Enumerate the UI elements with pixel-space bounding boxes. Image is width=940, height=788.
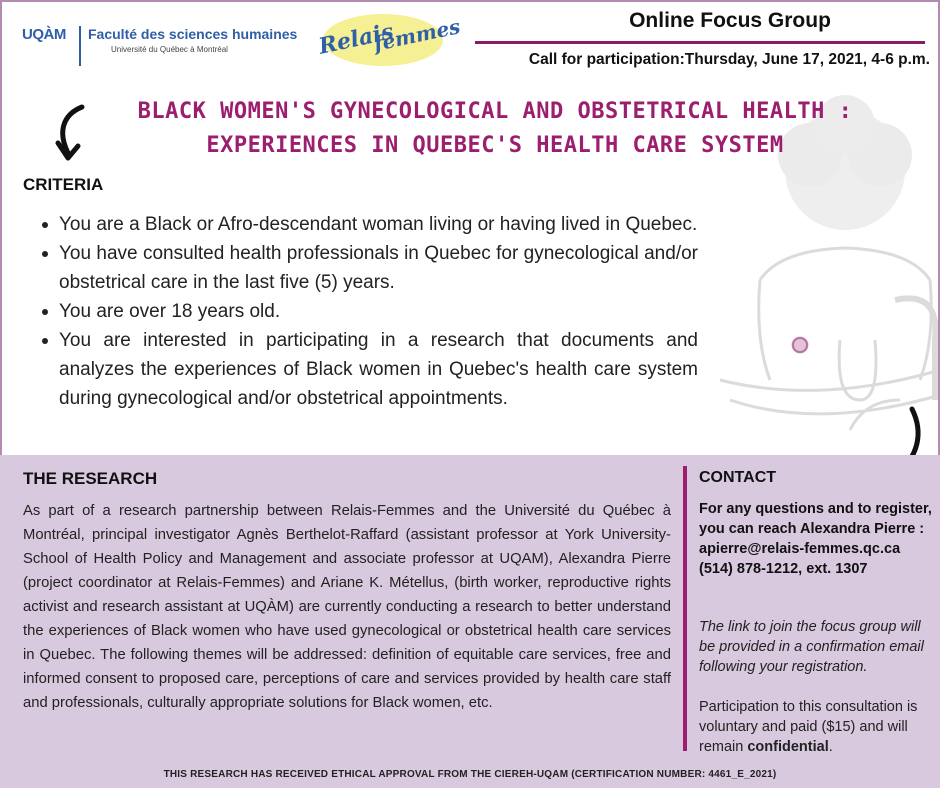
online-focus-group-title: Online Focus Group [629, 9, 831, 32]
criteria-item: You are over 18 years old. [38, 297, 698, 326]
contact-heading: CONTACT [699, 469, 777, 486]
criteria-heading: CRITERIA [23, 175, 104, 194]
contact-intro: For any questions and to register, you can reach Alexandra Pierre : [699, 501, 932, 537]
curved-arrow-icon [52, 103, 92, 163]
focus-group-link-note: The link to join the focus group will be provided in a confirmation email following your registration. [699, 619, 924, 675]
criteria-list [38, 210, 698, 413]
main-title [100, 95, 890, 163]
contact-phone[interactable]: (514) 878-1212, ext. 1307 [699, 561, 868, 577]
participation-text: Participation to this consultation is voluntary and paid ($15) and will remain [699, 699, 918, 755]
main-title-line-1: BLACK WOMEN'S GYNECOLOGICAL AND OBSTETRICAL HEALTH : [137, 99, 853, 124]
main-title-line-2: EXPERIENCES IN QUEBEC'S HEALTH CARE SYSTEM [206, 133, 784, 158]
university-name: Université du Québec à Montréal [111, 45, 228, 54]
relais-femmes-logo [316, 10, 463, 70]
header-underline [475, 41, 925, 44]
research-description: As part of a research partnership between Relais-Femmes and the Université du Québec à Montréal, principal investigator Agnès Berthelot-Raffard (assistant professor at York University-School of Health Policy and Management and associate professor at UQAM), Alexandra Pierre (project coordinator at Relais-Femmes) and Ariane K. Métellus, (birth worker, reproductive rights activist and research assistant at UQÀM) are currently conducting a research to better understand the experiences of Black women who have used gynecological or obstetrical health care services in Quebec. The following themes will be addressed: definition of equitable care services, free and informed consent to proposed care, perceptions of care and services provided by health care staff and professionals, culturally appropriate solutions for Black women, etc. [23, 503, 671, 711]
faculty-name: Faculté des sciences humaines [88, 26, 298, 42]
relais-logo-text-1: Relais [316, 18, 396, 60]
participation-note [699, 697, 929, 757]
contact-email[interactable]: apierre@relais-femmes.qc.ca [699, 541, 901, 557]
research-heading: THE RESEARCH [23, 469, 158, 488]
participation-end: . [828, 739, 833, 755]
contact-details [699, 499, 939, 579]
contact-divider [683, 466, 687, 751]
call-for-participation: Call for participation:Thursday, June 17, 2021, 4-6 p.m. [528, 51, 930, 68]
criteria-item: You are a Black or Afro-descendant woman living or having lived in Quebec. [38, 210, 698, 239]
ethics-approval-footer: THIS RESEARCH HAS RECEIVED ETHICAL APPROVAL FROM THE CIEREH-UQAM (CERTIFICATION NUMBER: 4461_E_2021) [163, 769, 777, 780]
criteria-item: You have consulted health professionals in Quebec for gynecological and/or obstetrical care in the last five (5) years. [38, 239, 698, 297]
uqam-logo [22, 26, 312, 66]
criteria-item: You are interested in participating in a research that documents and analyzes the experiences of Black women in Quebec's health care system during gynecological and/or obstetrical appointments. [38, 326, 698, 413]
uqam-logo-divider [79, 26, 81, 66]
uqam-wordmark: UQÀM [22, 26, 66, 43]
relais-logo-text-2: femmes [371, 14, 463, 56]
confidential-text: confidential [747, 739, 829, 755]
